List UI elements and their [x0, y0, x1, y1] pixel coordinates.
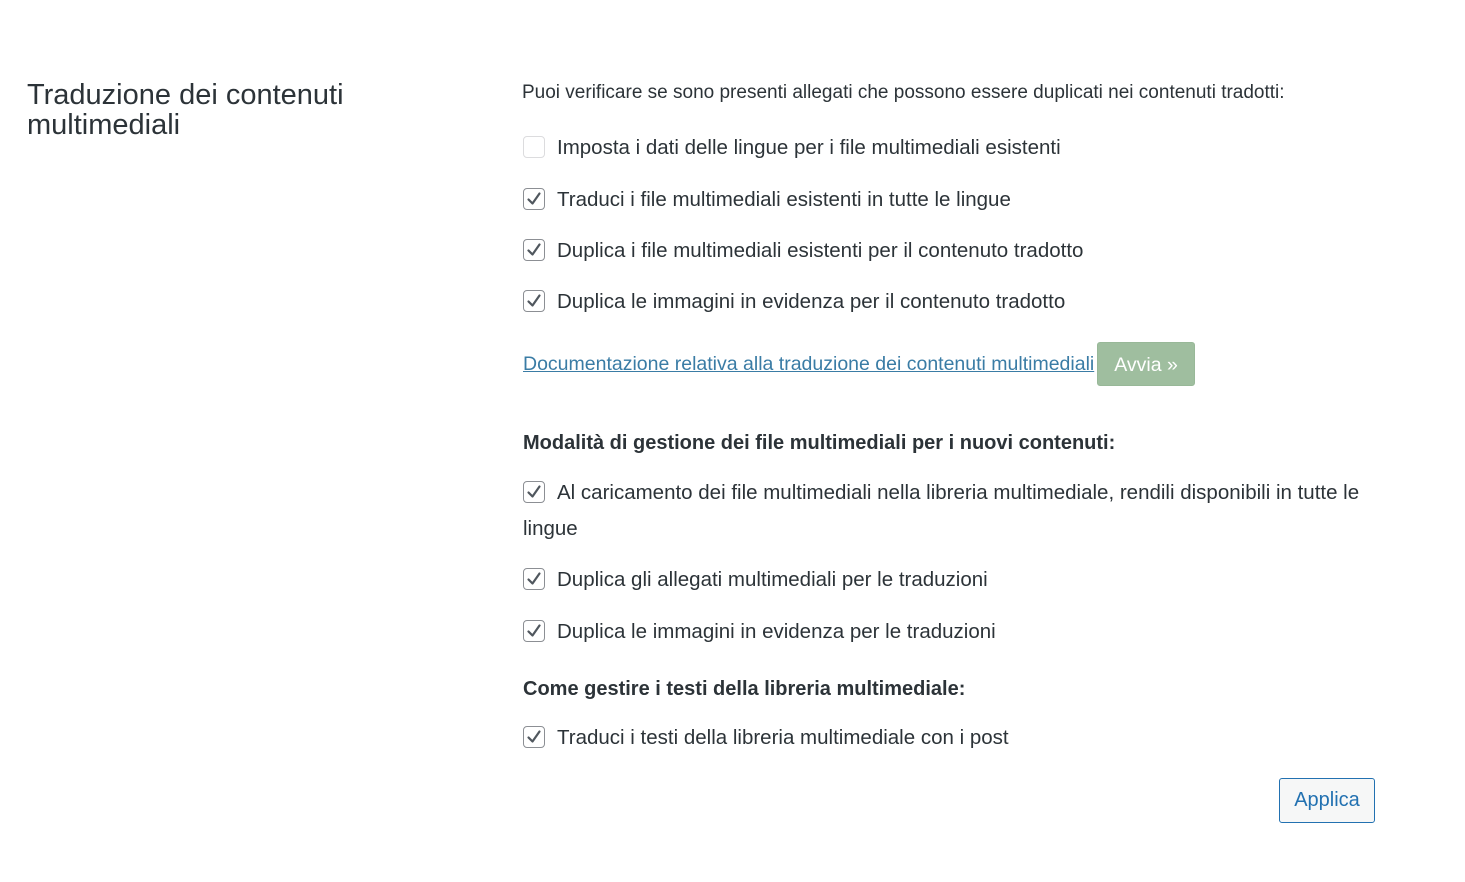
- apply-button[interactable]: Applica: [1279, 778, 1375, 823]
- option-set-language-data[interactable]: [523, 130, 1061, 166]
- start-button[interactable]: Avvia »: [1097, 342, 1195, 386]
- option-label: Traduci i file multimediali esistenti in tutte le lingue: [557, 188, 1011, 211]
- new-content-heading: Modalità di gestione dei file multimediali per i nuovi contenuti:: [523, 432, 1116, 454]
- check-icon: [525, 483, 543, 501]
- option-label: Imposta i dati delle lingue per i file multimediali esistenti: [557, 136, 1061, 159]
- option-duplicate-featured-existing[interactable]: [523, 284, 1065, 320]
- option-label: Duplica le immagini in evidenza per le traduzioni: [557, 620, 996, 643]
- option-make-available-all-languages[interactable]: [523, 475, 1383, 547]
- option-label: Duplica i file multimediali esistenti per il contenuto tradotto: [557, 239, 1084, 262]
- option-label: Traduci i testi della libreria multimediale con i post: [557, 726, 1009, 749]
- checkbox[interactable]: [523, 481, 545, 503]
- option-label: Duplica le immagini in evidenza per il contenuto tradotto: [557, 290, 1066, 313]
- check-icon: [525, 622, 543, 640]
- checkbox[interactable]: [523, 239, 545, 261]
- check-icon: [525, 292, 543, 310]
- option-translate-library-texts[interactable]: [523, 720, 1009, 756]
- check-icon: [525, 728, 543, 746]
- checkbox[interactable]: [523, 620, 545, 642]
- checkbox[interactable]: [523, 726, 545, 748]
- option-translate-existing-media[interactable]: [523, 182, 1011, 218]
- checkbox[interactable]: [523, 568, 545, 590]
- option-duplicate-featured-translations[interactable]: [523, 614, 996, 650]
- option-duplicate-attachments[interactable]: [523, 562, 988, 598]
- checkbox[interactable]: [523, 136, 545, 158]
- check-icon: [525, 241, 543, 259]
- option-label: Duplica gli allegati multimediali per le traduzioni: [557, 568, 988, 591]
- check-icon: [525, 570, 543, 588]
- library-texts-heading: Come gestire i testi della libreria multimediale:: [523, 678, 966, 700]
- intro-text: Puoi verificare se sono presenti allegati che possono essere duplicati nei contenuti tradotti:: [522, 82, 1285, 103]
- option-duplicate-existing-media[interactable]: [523, 233, 1083, 269]
- section-title: Traduzione dei contenuti multimediali: [27, 79, 344, 141]
- actions-row: [523, 342, 1195, 386]
- checkbox[interactable]: [523, 188, 545, 210]
- check-icon: [525, 190, 543, 208]
- checkbox[interactable]: [523, 290, 545, 312]
- option-label: Al caricamento dei file multimediali nella libreria multimediale, rendili disponibili in tutte le lingue: [523, 481, 1360, 540]
- documentation-link[interactable]: Documentazione relativa alla traduzione dei contenuti multimediali: [523, 352, 1095, 375]
